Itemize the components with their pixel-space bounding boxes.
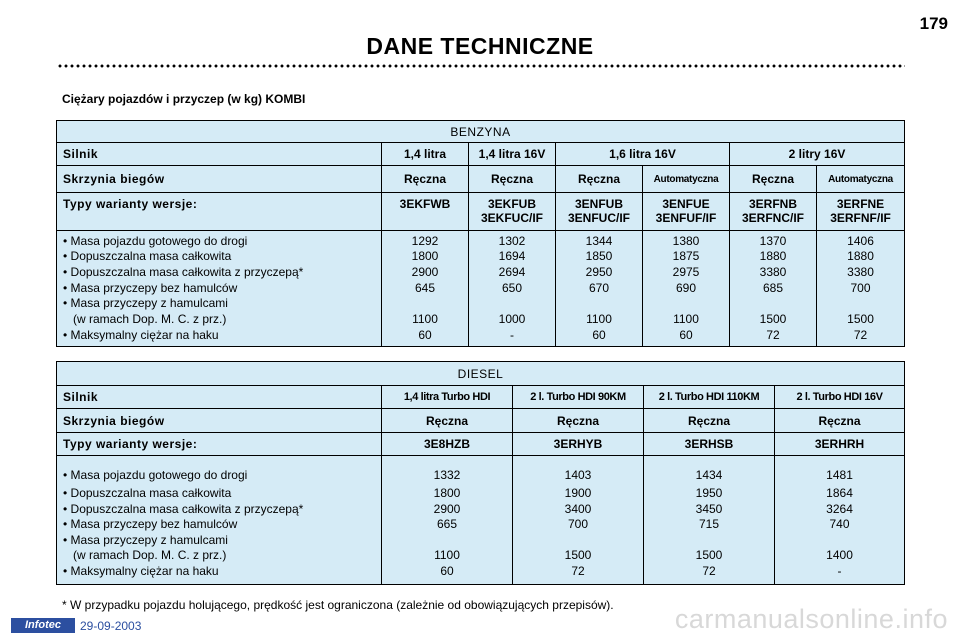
mass-values-column: 1370 1880 3380 685 1500 72 [730,231,817,347]
gearbox-cell: Automatyczna [643,166,730,193]
gearbox-cell: Automatyczna [817,166,905,193]
fuel-type-header: DIESEL [57,362,905,386]
mass-values-column: 1434 1950 3450 715 1500 72 [644,456,775,585]
types-row-label: Typy warianty wersje: [57,433,382,456]
type-cell: 3E8HZB [382,433,513,456]
type-cell: 3ERHYB [513,433,644,456]
type-cell: 3ENFUB 3ENFUC/IF [556,193,643,231]
mass-labels: • Masa pojazdu gotowego do drogi • Dopuszczalna masa całkowita • Dopuszczalna masa całkowita z przyczepą* • Masa przyczepy bez hamulców • Masa przyczepy z hamulcami (w ramach Dop. M. C. z prz.) • Maksymalny ciężar na haku [57,456,382,585]
mass-values-column: 1302 1694 2694 650 1000 - [469,231,556,347]
print-date: 29-09-2003 [80,619,142,633]
gearbox-cell: Ręczna [513,409,644,433]
engine-cell: 2 l. Turbo HDI 16V [775,386,905,409]
type-cell: 3ERHSB [644,433,775,456]
gearbox-cell: Ręczna [382,166,469,193]
mass-values-column: 1403 1900 3400 700 1500 72 [513,456,644,585]
types-row-label: Typy warianty wersje: [57,193,382,231]
type-cell: 3ERHRH [775,433,905,456]
type-cell: 3ERFNB 3ERFNC/IF [730,193,817,231]
engine-cell: 1,4 litra [382,143,469,166]
page-title: DANE TECHNICZNE [366,33,594,59]
gearbox-cell: Ręczna [730,166,817,193]
type-cell: 3ENFUE 3ENFUF/IF [643,193,730,231]
mass-values-column: 1380 1875 2975 690 1100 60 [643,231,730,347]
type-cell: 3EKFWB [382,193,469,231]
watermark: carmanualsonline.info [674,604,948,634]
engine-row-label: Silnik [57,386,382,409]
petrol-weights-table [56,120,905,347]
gearbox-row-label: Skrzynia biegów [57,166,382,193]
mass-values-column: 1332 1800 2900 665 1100 60 [382,456,513,585]
gearbox-cell: Ręczna [775,409,905,433]
engine-cell: 1,4 litra 16V [469,143,556,166]
type-cell: 3EKFUB 3EKFUC/IF [469,193,556,231]
mass-values-column: 1344 1850 2950 670 1100 60 [556,231,643,347]
gearbox-row-label: Skrzynia biegów [57,409,382,433]
gearbox-cell: Ręczna [382,409,513,433]
engine-cell: 1,6 litra 16V [556,143,730,166]
fuel-type-header: BENZYNA [57,121,905,143]
engine-cell: 2 l. Turbo HDI 90KM [513,386,644,409]
page-number: 179 [919,14,948,33]
mass-values-column: 1406 1880 3380 700 1500 72 [817,231,905,347]
engine-cell: 2 litry 16V [730,143,905,166]
infotec-logo: Infotec [11,618,75,633]
engine-cell: 1,4 litra Turbo HDI [382,386,513,409]
section-subtitle: Ciężary pojazdów i przyczep (w kg) KOMBI [62,92,306,106]
footnote: * W przypadku pojazdu holującego, prędkość jest ograniczona (zależnie od obowiązujących przepisów). [62,598,614,612]
engine-cell: 2 l. Turbo HDI 110KM [644,386,775,409]
gearbox-cell: Ręczna [644,409,775,433]
mass-labels: • Masa pojazdu gotowego do drogi • Dopuszczalna masa całkowita • Dopuszczalna masa całkowita z przyczepą* • Masa przyczepy bez hamulców • Masa przyczepy z hamulcami (w ramach Dop. M. C. z prz.) • Maksymalny ciężar na haku [57,231,382,347]
gearbox-cell: Ręczna [556,166,643,193]
mass-values-column: 1292 1800 2900 645 1100 60 [382,231,469,347]
dotted-divider [57,63,905,69]
type-cell: 3ERFNE 3ERFNF/IF [817,193,905,231]
engine-row-label: Silnik [57,143,382,166]
mass-values-column: 1481 1864 3264 740 1400 - [775,456,905,585]
gearbox-cell: Ręczna [469,166,556,193]
diesel-weights-table [56,361,905,585]
